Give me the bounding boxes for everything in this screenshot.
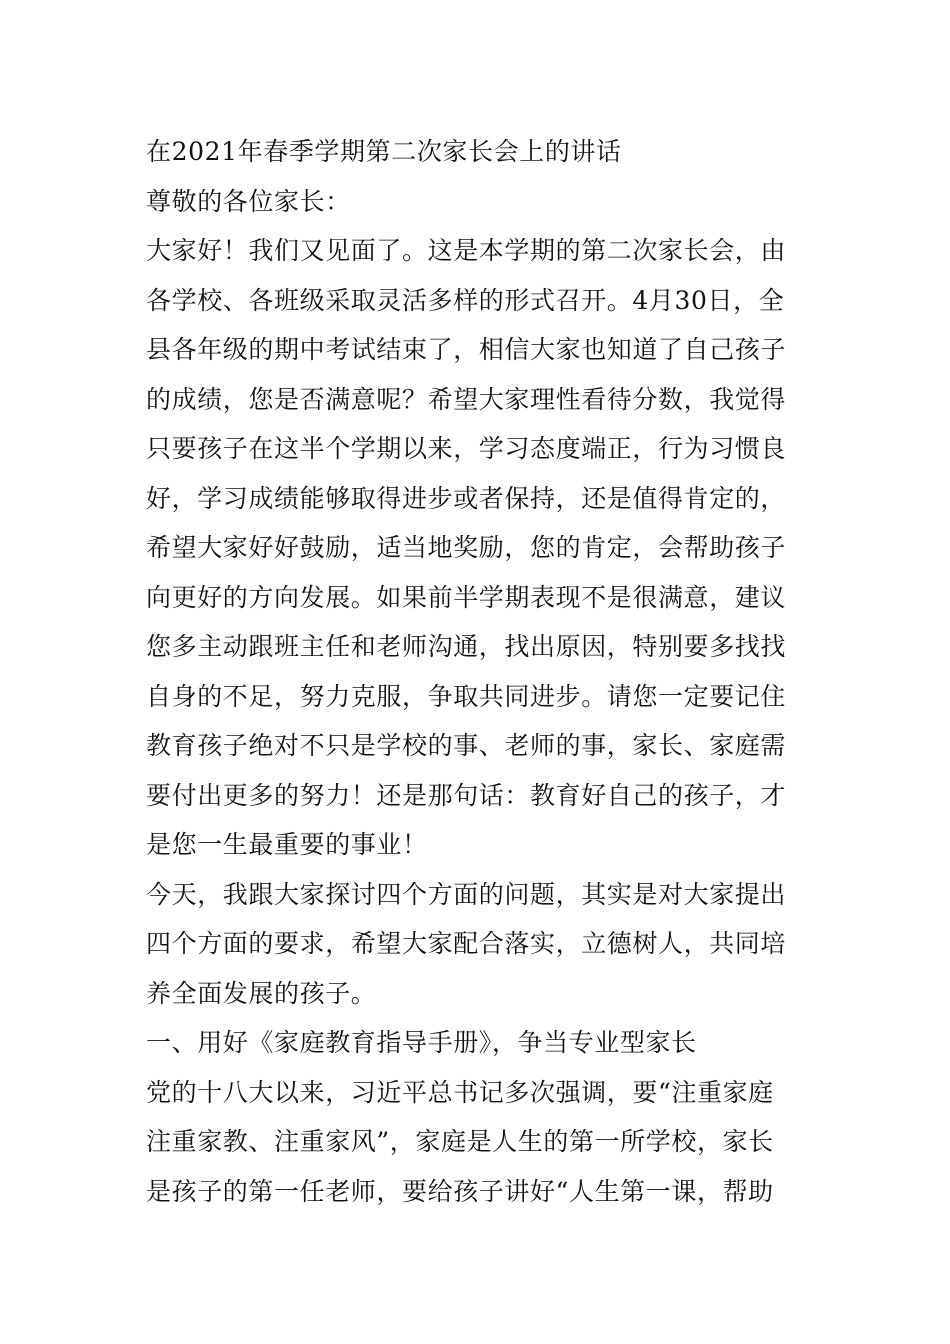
text-line: 您多主动跟班主任和老师沟通，找出原因，特别要多找找 (146, 632, 787, 661)
text-line: 的成绩，您是否满意呢？希望大家理性看待分数，我觉得 (146, 384, 787, 414)
text-line: 自身的不足，努力克服，争取共同进步。请您一定要记住 (146, 681, 787, 711)
text-line: 养全面发展的孩子。 (146, 978, 377, 1008)
text-line: 四个方面的要求，希望大家配合落实，立德树人，共同培 (146, 929, 787, 958)
paragraph-topics (146, 870, 806, 1019)
text-line: 教育孩子绝对不只是学校的事、老师的事，家长、家庭需 (146, 731, 787, 760)
text-line: 县各年级的期中考试结束了，相信大家也知道了自己孩子 (146, 335, 787, 364)
text-line: 好，学习成绩能够取得进步或者保持，还是值得肯定的， (146, 483, 787, 513)
text-line: 党的十八大以来，习近平总书记多次强调，要“注重家庭 (146, 1077, 774, 1107)
salutation: 尊敬的各位家长： (146, 186, 351, 216)
text-line: 各学校、各班级采取灵活多样的形式召开。4月30日，全 (146, 285, 785, 315)
paragraph-section-1 (146, 1068, 806, 1217)
text-line: 今天，我跟大家探讨四个方面的问题，其实是对大家提出 (146, 879, 787, 909)
text-line: 注重家教、注重家风”，家庭是人生的第一所学校，家长 (146, 1127, 774, 1156)
text-line: 是您一生最重要的事业！ (146, 830, 428, 859)
paragraph-greeting (146, 226, 806, 870)
text-line: 大家好！我们又见面了。这是本学期的第二次家长会，由 (146, 236, 787, 265)
section-heading: 一、用好《家庭教育指导手册》，争当专业型家长 (146, 1028, 697, 1057)
text-line: 向更好的方向发展。如果前半学期表现不是很满意，建议 (146, 582, 787, 612)
text-line: 要付出更多的努力！还是那句话：教育好自己的孩子，才 (146, 780, 787, 810)
text-line: 希望大家好好鼓励，适当地奖励，您的肯定，会帮助孩子 (146, 533, 787, 562)
text-line: 只要孩子在这半个学期以来，学习态度端正，行为习惯良 (146, 434, 787, 463)
document-title: 在2021年春季学期第二次家长会上的讲话 (146, 137, 622, 166)
document-body (146, 127, 806, 1216)
text-line: 是孩子的第一任老师，要给孩子讲好“人生第一课，帮助 (146, 1176, 774, 1206)
